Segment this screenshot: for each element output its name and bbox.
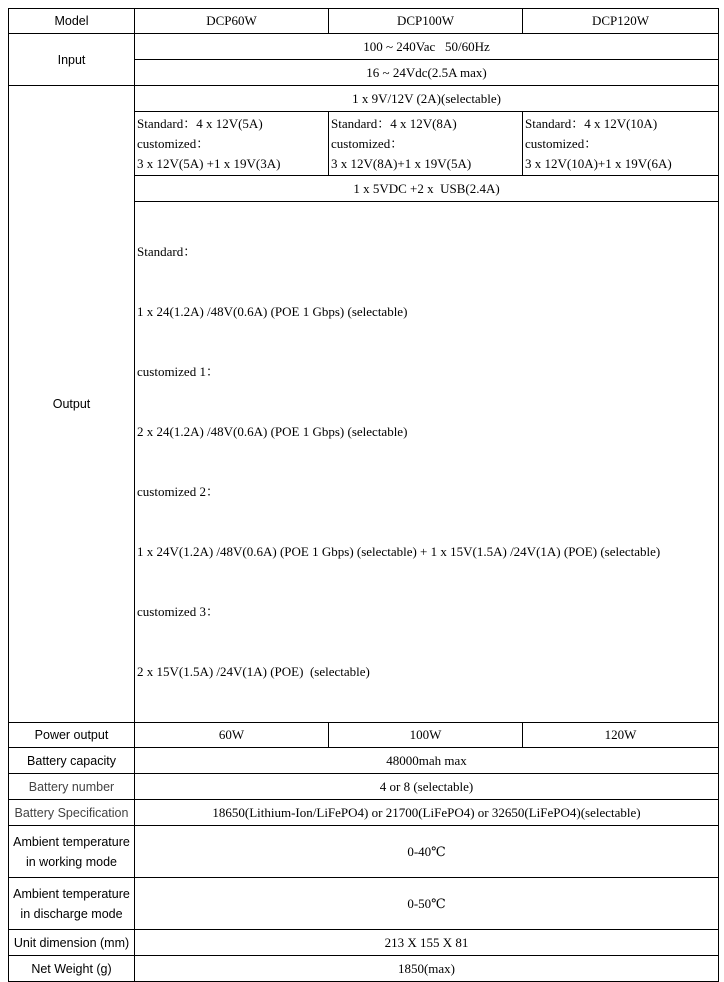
output-dc-value: 1 x 9V/12V (2A)(selectable) — [135, 86, 719, 112]
battery-capacity-row — [9, 748, 719, 774]
output-option-dcp100w — [329, 112, 523, 176]
poe-line: customized 1： — [137, 364, 219, 379]
power-output-label: Power output — [9, 723, 135, 748]
battery-capacity-label: Battery capacity — [9, 748, 135, 774]
net-weight-row — [9, 956, 719, 982]
ambient-working-value: 0-40℃ — [135, 826, 719, 878]
poe-line: Standard： — [137, 244, 197, 259]
battery-number-value: 4 or 8 (selectable) — [135, 774, 719, 800]
output-option-dcp120w — [523, 112, 719, 176]
model-label: Model — [9, 9, 135, 34]
ambient-working-row — [9, 826, 719, 878]
poe-line: 2 x 24(1.2A) /48V(0.6A) (POE 1 Gbps) (selectable) — [137, 424, 408, 439]
label-line: in working mode — [25, 854, 117, 869]
poe-line: 2 x 15V(1.5A) /24V(1A) (POE) (selectable) — [137, 664, 370, 679]
ambient-discharge-row — [9, 878, 719, 930]
spec-table — [8, 8, 719, 982]
power-output-row — [9, 723, 719, 748]
poe-line: customized 2： — [137, 484, 219, 499]
option-line: Standard：4 x 12V(5A) — [137, 115, 263, 131]
battery-number-row — [9, 774, 719, 800]
output-dc-row — [9, 86, 719, 112]
battery-number-label: Battery number — [9, 774, 135, 800]
label-line: Ambient temperature — [13, 834, 130, 849]
output-poe-block — [135, 202, 719, 723]
option-line: customized： — [137, 135, 210, 151]
power-output-120w: 120W — [523, 723, 719, 748]
label-line: Ambient temperature — [13, 886, 130, 901]
option-line: customized： — [331, 135, 404, 151]
model-dcp100w: DCP100W — [329, 9, 523, 34]
input-label: Input — [9, 34, 135, 86]
header-row — [9, 9, 719, 34]
output-label: Output — [9, 86, 135, 723]
option-line: Standard：4 x 12V(8A) — [331, 115, 457, 131]
ambient-discharge-value: 0-50℃ — [135, 878, 719, 930]
option-line: 3 x 12V(10A)+1 x 19V(6A) — [525, 155, 672, 171]
battery-capacity-value: 48000mah max — [135, 748, 719, 774]
poe-line: customized 3： — [137, 604, 219, 619]
model-dcp120w: DCP120W — [523, 9, 719, 34]
option-line: 3 x 12V(8A)+1 x 19V(5A) — [331, 155, 472, 171]
net-weight-label: Net Weight (g) — [9, 956, 135, 982]
unit-dimension-row — [9, 930, 719, 956]
battery-spec-row — [9, 800, 719, 826]
option-line: customized： — [525, 135, 598, 151]
power-output-100w: 100W — [329, 723, 523, 748]
unit-dimension-label: Unit dimension (mm) — [9, 930, 135, 956]
model-dcp60w: DCP60W — [135, 9, 329, 34]
option-line: Standard：4 x 12V(10A) — [525, 115, 658, 131]
battery-spec-label: Battery Specification — [9, 800, 135, 826]
net-weight-value: 1850(max) — [135, 956, 719, 982]
option-line: 3 x 12V(5A) +1 x 19V(3A) — [137, 155, 281, 171]
input-ac-row — [9, 34, 719, 60]
ambient-discharge-label — [9, 878, 135, 930]
battery-spec-value: 18650(Lithium-Ion/LiFePO4) or 21700(LiFePO4) or 32650(LiFePO4)(selectable) — [135, 800, 719, 826]
input-dc-value: 16 ~ 24Vdc(2.5A max) — [135, 60, 719, 86]
ambient-working-label — [9, 826, 135, 878]
output-option-dcp60w — [135, 112, 329, 176]
label-line: in discharge mode — [20, 906, 123, 921]
poe-line: 1 x 24V(1.2A) /48V(0.6A) (POE 1 Gbps) (selectable) + 1 x 15V(1.5A) /24V(1A) (POE) (selectable) — [137, 544, 661, 559]
poe-line: 1 x 24(1.2A) /48V(0.6A) (POE 1 Gbps) (selectable) — [137, 304, 408, 319]
output-usb-value: 1 x 5VDC +2 x USB(2.4A) — [135, 176, 719, 202]
power-output-60w: 60W — [135, 723, 329, 748]
unit-dimension-value: 213 X 155 X 81 — [135, 930, 719, 956]
input-ac-value: 100 ~ 240Vac 50/60Hz — [135, 34, 719, 60]
